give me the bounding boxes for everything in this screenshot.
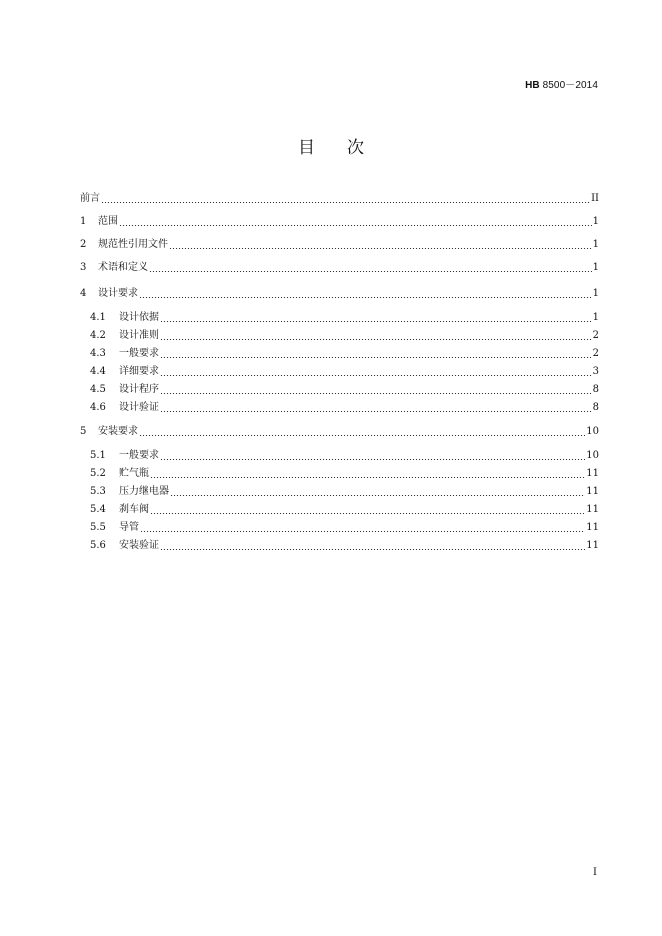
toc-entry-number: 5.4: [90, 504, 106, 515]
dot-leader: [101, 202, 590, 203]
toc-entry[interactable]: [90, 401, 599, 415]
dot-leader: [149, 271, 592, 272]
toc-entry[interactable]: [90, 539, 599, 553]
toc-entry[interactable]: [90, 383, 599, 397]
toc-entry[interactable]: [90, 449, 599, 463]
toc-entry-label: 详细要求: [119, 366, 159, 377]
toc-entry-label: 规范性引用文件: [98, 239, 168, 250]
toc-entry-page: 2: [592, 348, 599, 359]
toc-entry-page: 1: [592, 262, 599, 273]
toc-entry-label: 设计依据: [119, 312, 159, 323]
toc-entry-label: 设计验证: [119, 402, 159, 413]
dot-leader: [160, 549, 585, 550]
toc-entry-page: 2: [592, 330, 599, 341]
dot-leader: [119, 225, 592, 226]
toc-entry-number: 4.6: [90, 402, 106, 413]
dot-leader: [140, 531, 585, 532]
toc-entry-page: 8: [592, 384, 599, 395]
toc-entry-label: 压力继电器: [119, 486, 169, 497]
toc-entry-page: 11: [586, 486, 599, 497]
toc-entry-label: 设计程序: [119, 384, 159, 395]
toc-entry-number: 5.2: [90, 468, 106, 479]
toc-entry-page: 10: [586, 426, 599, 437]
toc-entry-page: 10: [586, 450, 599, 461]
toc-entry[interactable]: [80, 215, 599, 229]
dot-leader: [160, 375, 592, 376]
dot-leader: [160, 411, 592, 412]
toc-entry[interactable]: [80, 287, 599, 301]
toc-entry[interactable]: [80, 261, 599, 275]
toc-entry-label: 前言: [80, 193, 100, 204]
dot-leader: [139, 435, 585, 436]
toc-entry-label: 设计准则: [119, 330, 159, 341]
toc-entry[interactable]: [90, 485, 599, 499]
toc-entry-number: 4.1: [90, 312, 106, 323]
toc-entry[interactable]: [80, 238, 599, 252]
toc-entry-label: 安装验证: [119, 540, 159, 551]
toc-entry[interactable]: [90, 365, 599, 379]
toc-entry-label: 安装要求: [98, 426, 138, 437]
toc-entry-number: 4.5: [90, 384, 106, 395]
dot-leader: [160, 459, 585, 460]
toc-entry-number: 5: [80, 426, 87, 437]
dot-leader: [150, 477, 585, 478]
toc-entry-label: 贮气瓶: [119, 468, 149, 479]
toc-entry[interactable]: [90, 329, 599, 343]
toc-entry-page: 1: [592, 312, 599, 323]
toc-entry-page: 1: [592, 216, 599, 227]
standard-code-prefix: HB: [525, 80, 540, 91]
toc-entry-page: 11: [586, 522, 599, 533]
dot-leader: [139, 297, 592, 298]
toc-entry-number: 4.3: [90, 348, 106, 359]
toc-entry-label: 一般要求: [119, 450, 159, 461]
toc-entry-page: 11: [586, 468, 599, 479]
standard-code-number: 8500－2014: [539, 80, 598, 91]
toc-entry-page: II: [591, 193, 599, 204]
toc-entry-page: 11: [586, 504, 599, 515]
toc-entry[interactable]: [80, 192, 599, 206]
dot-leader: [169, 248, 592, 249]
toc-entry-number: 3: [80, 262, 87, 273]
toc-entry-label: 导管: [119, 522, 139, 533]
toc-entry-page: 1: [592, 239, 599, 250]
dot-leader: [150, 513, 585, 514]
toc-entry-page: 3: [592, 366, 599, 377]
toc-entry-label: 刹车阀: [119, 504, 149, 515]
dot-leader: [170, 495, 585, 496]
toc-entry[interactable]: [80, 425, 599, 439]
toc-entry-page: 8: [592, 402, 599, 413]
dot-leader: [160, 393, 592, 394]
toc-entry-page: 11: [586, 540, 599, 551]
toc-entry-number: 5.1: [90, 450, 106, 461]
toc-entry-number: 4: [80, 288, 87, 299]
standard-code: [525, 76, 598, 91]
toc-entry-number: 5.6: [90, 540, 106, 551]
dot-leader: [160, 339, 592, 340]
toc-entry[interactable]: [90, 503, 599, 517]
toc-entry-label: 术语和定义: [98, 262, 148, 273]
toc-entry-number: 5.3: [90, 486, 106, 497]
toc-entry-page: 1: [592, 288, 599, 299]
toc-entry[interactable]: [90, 311, 599, 325]
toc-entry-number: 4.4: [90, 366, 106, 377]
toc-entry[interactable]: [90, 347, 599, 361]
toc-entry[interactable]: [90, 467, 599, 481]
page-number: I: [593, 867, 597, 878]
toc-entry-label: 一般要求: [119, 348, 159, 359]
toc-entry[interactable]: [90, 521, 599, 535]
toc-entry-number: 2: [80, 239, 87, 250]
page-title: 目次: [298, 138, 396, 158]
dot-leader: [160, 357, 592, 358]
toc-entry-number: 4.2: [90, 330, 106, 341]
toc-entry-number: 1: [80, 216, 87, 227]
toc-entry-label: 设计要求: [98, 288, 138, 299]
toc-entry-number: 5.5: [90, 522, 106, 533]
dot-leader: [160, 321, 592, 322]
toc-entry-label: 范围: [98, 216, 118, 227]
